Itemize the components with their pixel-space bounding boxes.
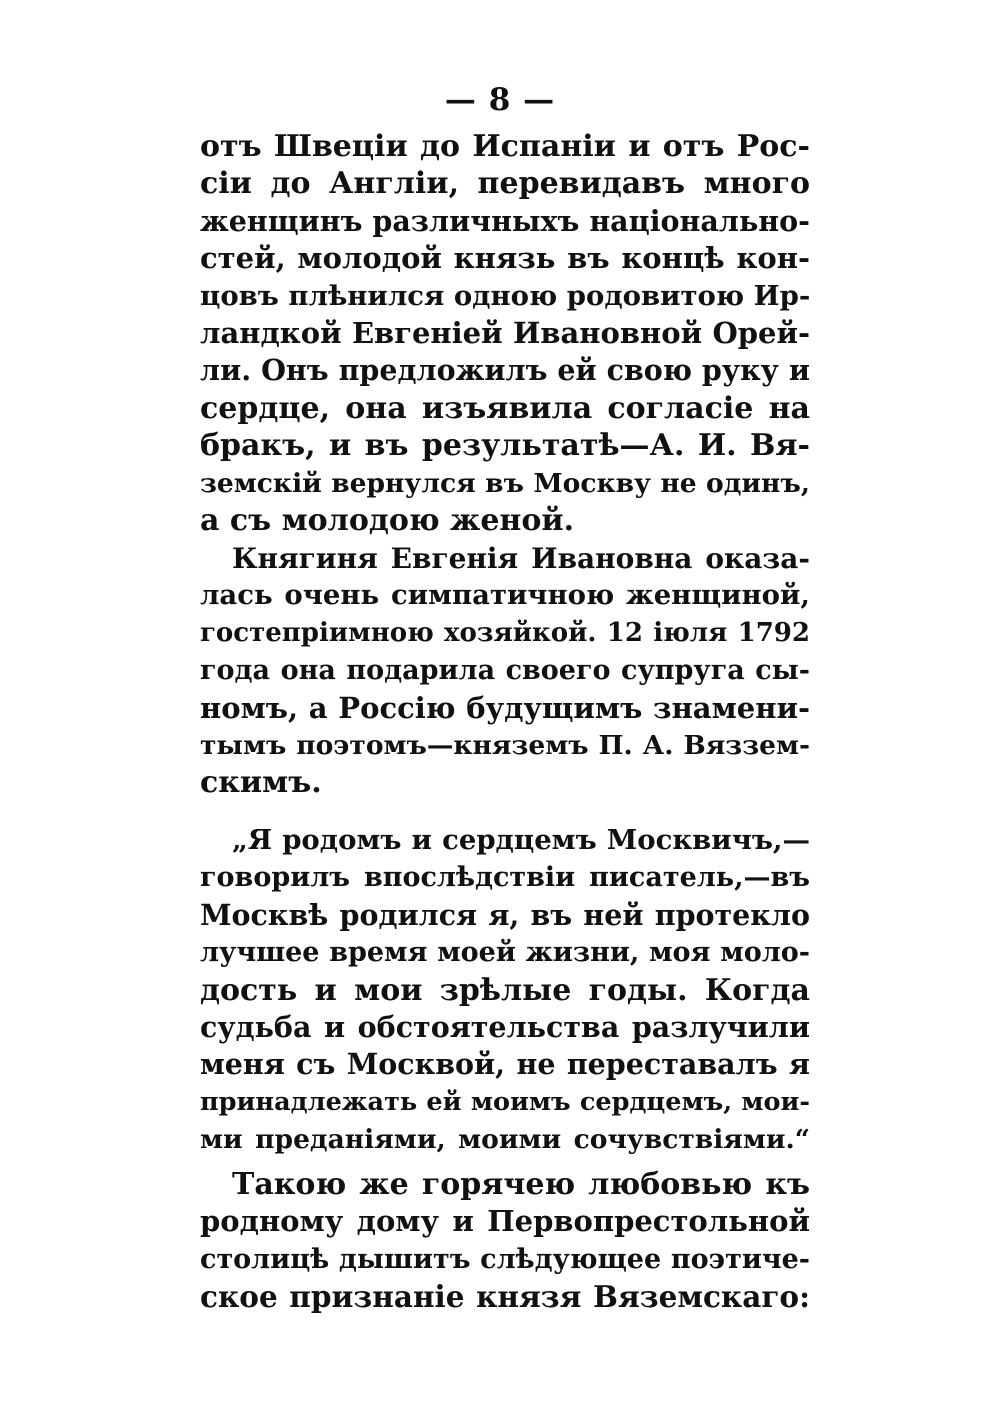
- text-line: ское признаніе князя Вяземскаго:: [200, 1279, 810, 1315]
- text-line: ландкой Евгеніей Ивановной Орей-: [200, 315, 810, 350]
- text-line: судьба и обстоятельства разлучили: [200, 1009, 810, 1044]
- text-line: сіи до Англіи, перевидавъ много: [200, 166, 810, 202]
- paragraph-2: [200, 540, 810, 802]
- text-line: бракъ, и въ результатѣ—А. И. Вя-: [200, 428, 810, 464]
- text-line: гостепріимною хозяйкой. 12 іюля 1792: [200, 617, 810, 648]
- text-line: дость и мои зрѣлые годы. Когда: [200, 972, 810, 1008]
- text-line: Такою же горячею любовью къ: [232, 1167, 810, 1202]
- text-line: сердце, она изъявила согласіе на: [200, 390, 810, 426]
- text-line: принадлежать ей моимъ сердцемъ, мои-: [200, 1086, 810, 1117]
- text-line: номъ, а Россію будущимъ знамени-: [200, 690, 810, 725]
- text-line: цовъ плѣнился одною родовитою Ир-: [200, 279, 810, 312]
- text-line: столицѣ дышитъ слѣдующее поэтиче-: [200, 1243, 810, 1275]
- text-line: „Я родомъ и сердцемъ Москвичъ,—: [232, 824, 810, 856]
- text-line: Княгиня Евгенія Ивановна оказа-: [232, 542, 810, 575]
- text-line: ли. Онъ предложилъ ей свою руку и: [200, 353, 810, 388]
- text-line: меня съ Москвой, не переставалъ я: [200, 1047, 810, 1082]
- text-line: Москвѣ родился я, въ ней протекло: [200, 897, 810, 932]
- page-number: — 8 —: [444, 82, 556, 118]
- text-line: стей, молодой князь въ концѣ кон-: [200, 241, 810, 276]
- text-line: тымъ поэтомъ—княземъ П. А. Вяззем-: [200, 729, 810, 761]
- text-line: женщинъ различныхъ національно-: [200, 203, 810, 238]
- text-line: родному дому и Первопрестольной: [200, 1204, 810, 1239]
- text-line: года она подарила своего супруга сы-: [200, 655, 810, 687]
- text-line: лучшее время моей жизни, моя моло-: [200, 937, 810, 969]
- paragraph-1: [200, 128, 810, 539]
- text-line: лась очень симпатичною женщиной,: [200, 579, 810, 612]
- text-line: отъ Швеціи до Испаніи и отъ Рос-: [200, 129, 810, 164]
- text-line: а съ молодою женой.: [200, 502, 575, 538]
- paragraph-4: [200, 1166, 810, 1316]
- text-line: ми преданіями, моими сочувствіями.“: [200, 1124, 810, 1156]
- text-line: земскій вернулся въ Москву не одинъ,: [200, 467, 810, 499]
- text-line: скимъ.: [200, 765, 322, 801]
- text-line: говорилъ впослѣдствіи писатель,—въ: [200, 862, 810, 894]
- quote-paragraph: [200, 822, 810, 1159]
